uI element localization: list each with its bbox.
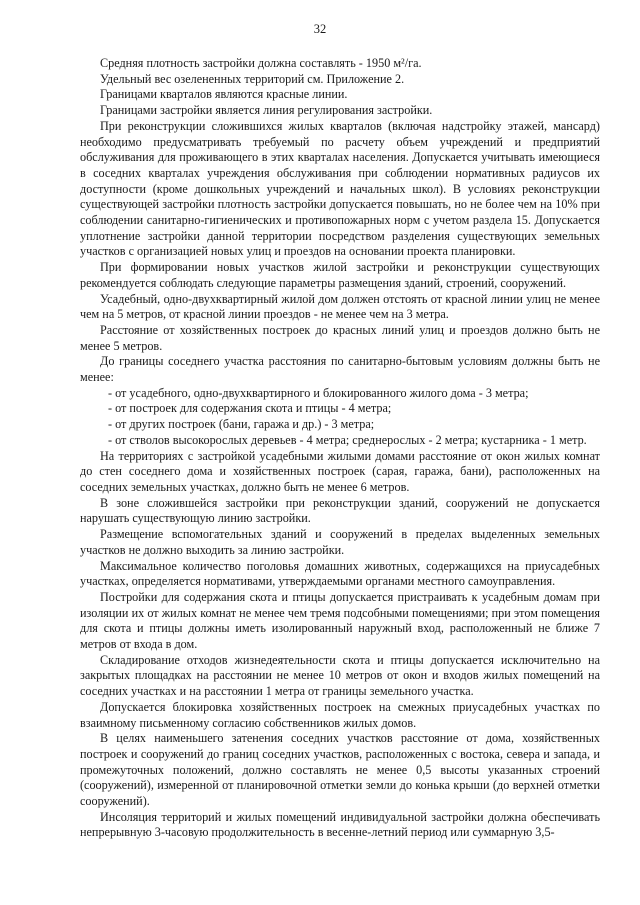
paragraph: Допускается блокировка хозяйственных построек на смежных приусадебных участках по взаимному письменному согласию собственников жилых домов. — [80, 699, 600, 730]
page-number: 32 — [313, 22, 327, 36]
list-item: - от построек для содержания скота и птицы - 4 метра; — [108, 401, 392, 416]
paragraph: Размещение вспомогательных зданий и сооружений в пределах выделенных земельных участков не должно выходить за линию застройки. — [80, 527, 600, 557]
paragraph: При реконструкции сложившихся жилых кварталов (включая надстройку этажей, мансард) необходимо предусматривать требуемый по расчету объем учреждений и предприятий обслуживания для проживающего в этих кварталах населения. Допускается учитывать имеющиеся в соседних кварталах учреждения обслуживания при соблюдении нормативных радиусов их доступности (кроме дошкольных учреждений и начальных школ). В условиях реконструкции существующей застройки плотность застройки допускается повышать, но не более чем на 10% при соблюдении санитарно-гигиенических и противопожарных норм с учетом раздела 15. Допускается уплотнение застройки данной территории посредством разделения существующих земельных участков с организацией новых улиц и проездов на основании проекта планировки. — [80, 118, 600, 259]
list-item: - от стволов высокорослых деревьев - 4 метра; среднерослых - 2 метра; кустарника - 1 метр. — [108, 432, 587, 447]
paragraph: Складирование отходов жизнедеятельности скота и птицы допускается исключительно на закрытых площадках на расстоянии не менее 10 метров от окон и входов жилых помещений на соседних участках и на расстоянии 1 метра от границы земельного участка. — [80, 652, 600, 699]
body-text — [80, 56, 600, 841]
paragraph: Удельный вес озелененных территорий см. Приложение 2. — [100, 71, 405, 86]
paragraph: Средняя плотность застройки должна составлять - 1950 м²/га. — [100, 56, 422, 70]
paragraph: В зоне сложившейся застройки при реконструкции зданий, сооружений не допускается нарушать существующую линию застройки. — [80, 495, 600, 526]
paragraph: До границы соседнего участка расстояния по санитарно-бытовым условиям должны быть не менее: — [80, 354, 600, 385]
paragraph: При формировании новых участков жилой застройки и реконструкции существующих рекомендуется соблюдать следующие параметры размещения зданий, строений, сооружений. — [80, 260, 600, 290]
paragraph: В целях наименьшего затенения соседних участков расстояние от дома, хозяйственных построек и сооружений до границ соседних участков, расположенных с востока, севера и запада, и промежуточных положений, должно составлять не менее 0,5 высоты указанных строений (сооружений), измеренной от планировочной отметки земли до конька крыши (до верхней отметки сооружений). — [80, 731, 600, 809]
paragraph: Усадебный, одно-двухквартирный жилой дом должен отстоять от красной линии улиц не менее чем на 5 метров, от красной линии проездов - не менее чем на 3 метра. — [80, 291, 600, 322]
paragraph: Инсоляция территорий и жилых помещений индивидуальной застройки должна обеспечивать непрерывную 3-часовую продолжительность в весенне-летний период или суммарную 3,5- — [80, 809, 600, 840]
paragraph: Границами застройки является линия регулирования застройки. — [100, 103, 433, 118]
paragraph: Постройки для содержания скота и птицы допускается пристраивать к усадебным домам при изоляции их от жилых комнат не менее чем тремя подсобными помещениями; при этом помещения для скота и птицы должны иметь изолированный наружный вход, расположенный не ближе 7 метров от входа в дом. — [80, 589, 600, 652]
paragraph: На территориях с застройкой усадебными жилыми домами расстояние от окон жилых комнат до стен соседнего дома и хозяйственных построек (сарая, гаража, бани), расположенных на соседних земельных участках, должно быть не менее 6 метров. — [80, 448, 600, 494]
paragraph: Расстояние от хозяйственных построек до красных линий улиц и проездов должно быть не менее 5 метров. — [80, 322, 600, 353]
paragraph: Границами кварталов являются красные линии. — [100, 87, 348, 102]
list-item: - от усадебного, одно-двухквартирного и блокированного жилого дома - 3 метра; — [108, 385, 529, 400]
paragraph: Максимальное количество поголовья домашних животных, содержащихся на приусадебных участках, определяется нормативами, утверждаемыми органами местного самоуправления. — [80, 558, 600, 589]
list-item: - от других построек (бани, гаража и др.) - 3 метра; — [108, 417, 375, 432]
